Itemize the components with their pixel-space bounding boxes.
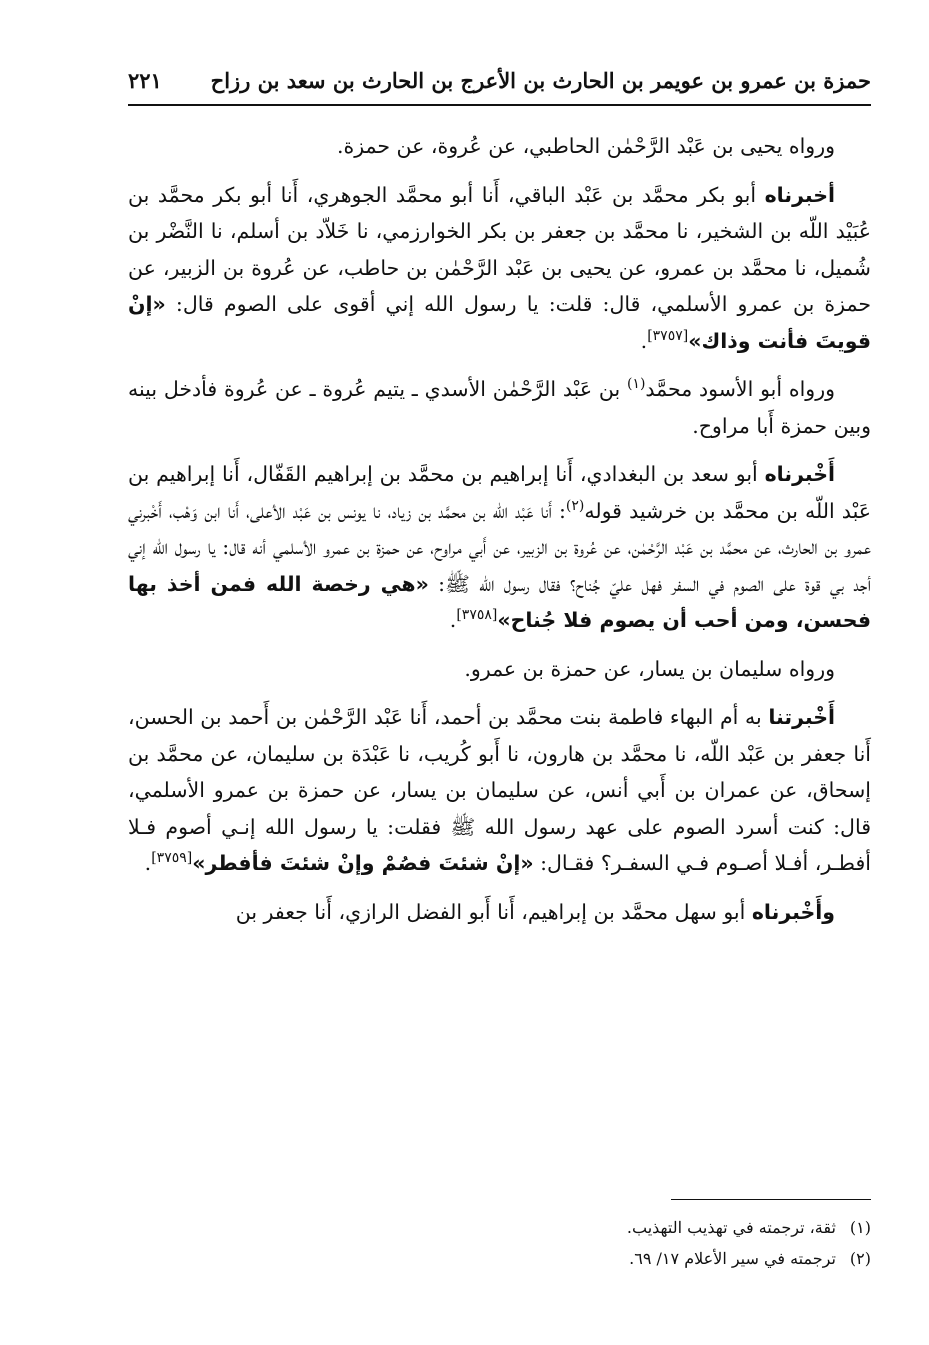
page-header [128, 60, 871, 106]
footnotes [128, 1212, 871, 1274]
paragraph-lead: أَخْبرناه [764, 462, 835, 486]
paragraph-3 [128, 371, 871, 444]
paragraph-text: ورواه يحيى بن عَبْد الرَّحْمٰن الحاطبي، عن عُروة، عن حمزة. [336, 134, 835, 158]
paragraph-tail: . [144, 851, 152, 875]
hadith-quote: «إنْ شئتَ فصُمْ وإنْ شئتَ فأفطر» [192, 851, 534, 875]
paragraph-lead: وأَخْبرناه [751, 899, 835, 924]
hadith-quote: «هي رخصة الله فمن أخذ بها فحسن، ومن أحب أن يصوم فلا جُناح» [128, 571, 871, 632]
footnote-marker: (٢) [565, 497, 585, 514]
paragraph-1 [128, 128, 871, 165]
running-title: حمزة بن عمرو بن عويمر بن الحارث بن الأعرج بن الحارث بن سعد بن رزاح [210, 68, 871, 93]
main-text [128, 128, 871, 942]
paragraph-6 [128, 699, 871, 882]
hadith-number: [٣٧٥٧] [647, 327, 689, 344]
footnote-divider [671, 1199, 871, 1200]
paragraph-text: أبو سعد بن البغدادي، أَنا إبراهيم بن محمَّد بن إبراهيم القَفّال، أَنا إبراهيم بن عَبْد اللّه بن محمَّد بن خرشيد قوله [128, 462, 871, 523]
paragraph-tail: . [640, 328, 648, 353]
hadith-number: [٣٧٥٩] [151, 850, 193, 867]
paragraph-text: به أم البهاء فاطمة بنت محمَّد بن أحمد، أَنا عَبْد الرَّحْمٰن بن أَحمد بن الحسن، أَنا جعفر بن عَبْد اللّه، نا محمَّد بن هارون، نا أَبو كُريب، نا عَبْدَة بن سليمان، عن محمَّد بن إسحاق، عن عمران بن أَبي أنس، عن سليمان بن يسار، عن حمزة بن عمرو الأسلمي، قال: كنت أسرد الصوم على عهد رسول الله ﷺ فقلت: يا رسول الله إنـي أصوم فـلا أفطـر، أفـلا أصـوم فـي السفـر؟ فقـال: [128, 705, 871, 875]
page-number: ٢٢١ [128, 68, 162, 93]
paragraph-text: ورواه سليمان بن يسار، عن حمزة بن عمرو. [464, 656, 835, 681]
paragraph-4 [128, 456, 871, 639]
hadith-number: [٣٧٥٨] [456, 607, 498, 624]
paragraph-5 [128, 651, 871, 688]
hadith-quote: «إنْ قويتَ فأنت وذاك» [128, 292, 871, 353]
footnote-text: ثقة، ترجمته في تهذيب التهذيب. [626, 1218, 836, 1237]
paragraph-text: : أَنا عَبْد اللّه بن محمَّد بن زياد، نا يونس بن عَبْد الأعلى، أَنا ابن وَهْب، أَخْبرني عمرو بن الحارث، عن محمَّد بن عَبْد الرَّحْمٰن، عن عُروة بن الزبير، عن أَبي مراوح، عن حمزة بن عمرو الأسلمي أنه قال: يا رسول الله إني أجد بي قوة على الصوم في السفر فهل عليّ جُناح؟ فقال رسول الله ﷺ: [128, 498, 871, 596]
paragraph-text: أبو بكر محمَّد بن عَبْد الباقي، أَنا أبو محمَّد الجوهري، أَنا أبو بكر محمَّد بن عُبَيْد اللّه بن الشخير، نا محمَّد بن جعفر بن بكر الخوارزمي، نا خَلاّد بن أسلم، نا النَّضْر بن شُميل، نا محمَّد بن عمرو، عن يحيى بن عَبْد الرَّحْمٰن بن حاطب، عن عُروة بن الزبير، عن حمزة بن عمرو الأسلمي، قال: قلت: يا رسول الله إني أقوى على الصوم قال: [128, 182, 871, 316]
paragraph-text: أبو سهل محمَّد بن إبراهيم، أَنا أَبو الفضل الرازي، أَنا جعفر بن [235, 899, 752, 924]
paragraph-text: بن عَبْد الرَّحْمٰن الأسدي ـ يتيم عُروة ـ عن عُروة فأدخل بينه وبين حمزة أَبا مراوح. [128, 377, 871, 438]
footnote-number: (١) [849, 1218, 871, 1237]
footnote-marker: (١) [626, 376, 646, 393]
footnote-text: ترجمته في سير الأعلام ١٧/ ٦٩. [629, 1249, 836, 1268]
paragraph-7 [128, 894, 871, 931]
paragraph-tail: . [449, 608, 457, 632]
footnote-1 [128, 1212, 871, 1243]
paragraph-lead: أخبرناه [764, 182, 835, 207]
footnote-2 [128, 1243, 871, 1274]
paragraph-2 [128, 177, 871, 360]
paragraph-lead: أَخْبرتنا [768, 705, 835, 729]
paragraph-text: ورواه أبو الأسود محمَّد [645, 377, 835, 401]
footnote-number: (٢) [849, 1249, 871, 1268]
